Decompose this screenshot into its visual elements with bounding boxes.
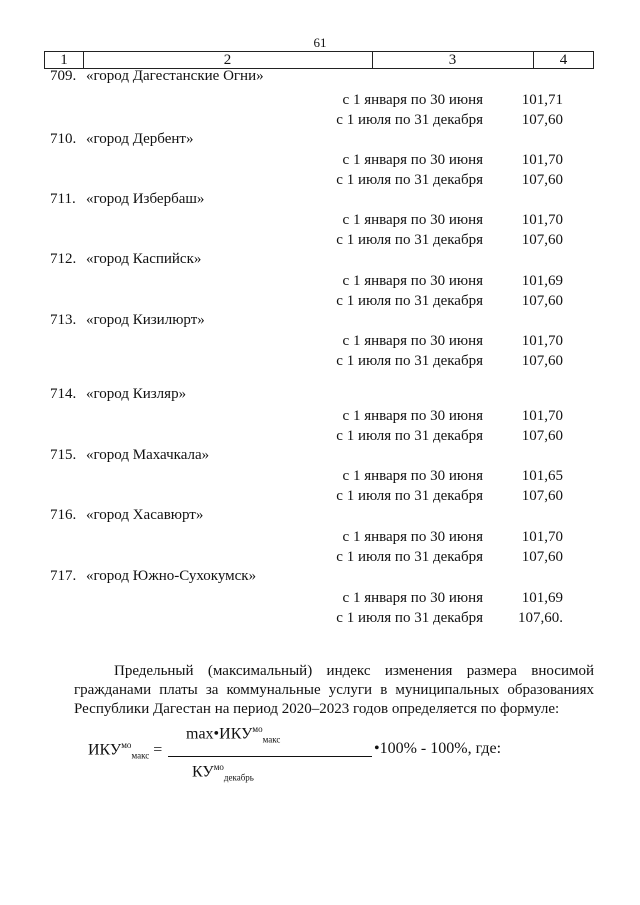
entry-title bbox=[50, 251, 201, 268]
period-label: с 1 января по 30 июня bbox=[342, 333, 483, 349]
formula-num-sup: мо bbox=[252, 724, 263, 734]
index-value: 101,71 bbox=[521, 92, 563, 108]
entry-title bbox=[50, 386, 186, 403]
entry-title bbox=[50, 191, 204, 208]
index-value: 101,69 bbox=[521, 590, 563, 606]
index-value: 101,70 bbox=[521, 152, 563, 168]
entry-name: «город Хасавюрт» bbox=[86, 507, 204, 523]
period-label: с 1 января по 30 июня bbox=[342, 408, 483, 424]
entry-name: «город Каспийск» bbox=[86, 251, 202, 267]
index-value: 107,60 bbox=[521, 172, 563, 188]
formula-tail: •100% - 100%, где: bbox=[374, 740, 502, 757]
fraction-bar bbox=[168, 756, 372, 757]
entry-number: 716. bbox=[50, 507, 77, 523]
formula-num-base: ИКУ bbox=[219, 725, 253, 743]
entry-number: 717. bbox=[50, 568, 77, 584]
entry-title bbox=[50, 131, 193, 148]
formula bbox=[88, 722, 568, 802]
formula-den-sup: мо bbox=[213, 762, 224, 772]
period-label: с 1 июля по 31 декабря bbox=[336, 112, 483, 128]
entry-name: «город Дагестанские Огни» bbox=[86, 68, 264, 84]
period-label: с 1 июля по 31 декабря bbox=[336, 293, 483, 309]
formula-numerator bbox=[186, 724, 280, 745]
entry-number: 715. bbox=[50, 447, 77, 463]
period-label: с 1 июля по 31 декабря bbox=[336, 610, 483, 626]
entry-name: «город Избербаш» bbox=[86, 191, 205, 207]
formula-description-paragraph: Предельный (максимальный) индекс изменения размера вносимой гражданами платы за коммунальные услуги в муниципальных образованиях Республики Дагестан на период 2020–2023 годов определяется по формуле: bbox=[74, 663, 594, 717]
entry-name: «город Южно-Сухокумск» bbox=[86, 568, 257, 584]
period-label: с 1 июля по 31 декабря bbox=[336, 172, 483, 188]
index-value: 107,60. bbox=[518, 610, 563, 626]
entry-number: 710. bbox=[50, 131, 77, 147]
index-value: 107,60 bbox=[521, 232, 563, 248]
entry-number: 709. bbox=[50, 68, 77, 84]
index-value: 107,60 bbox=[521, 428, 563, 444]
period-label: с 1 июля по 31 декабря bbox=[336, 488, 483, 504]
header-col-2: 2 bbox=[223, 52, 232, 68]
period-label: с 1 июля по 31 декабря bbox=[336, 549, 483, 565]
formula-denominator bbox=[192, 762, 254, 783]
entry-title bbox=[50, 507, 203, 524]
entry-number: 712. bbox=[50, 251, 77, 267]
period-label: с 1 января по 30 июня bbox=[342, 590, 483, 606]
formula-den-sub: декабрь bbox=[223, 772, 254, 783]
period-label: с 1 января по 30 июня bbox=[342, 529, 483, 545]
formula-den-base: КУ bbox=[192, 763, 214, 781]
entry-number: 714. bbox=[50, 386, 77, 402]
period-label: с 1 января по 30 июня bbox=[342, 273, 483, 289]
index-value: 101,70 bbox=[521, 408, 563, 424]
formula-lhs-sup: мо bbox=[121, 740, 132, 750]
index-value: 101,70 bbox=[521, 333, 563, 349]
entry-name: «город Махачкала» bbox=[86, 447, 210, 463]
formula-lhs-base: ИКУ bbox=[88, 741, 122, 759]
entry-number: 713. bbox=[50, 312, 77, 328]
index-value: 107,60 bbox=[521, 488, 563, 504]
header-col-1: 1 bbox=[60, 52, 68, 68]
index-value: 107,60 bbox=[521, 112, 563, 128]
index-value: 107,60 bbox=[521, 353, 563, 369]
entry-number: 711. bbox=[50, 191, 76, 207]
entry-name: «город Кизилюрт» bbox=[86, 312, 205, 328]
index-value: 101,69 bbox=[521, 273, 563, 289]
period-label: с 1 июля по 31 декабря bbox=[336, 428, 483, 444]
entry-title bbox=[50, 312, 205, 329]
period-label: с 1 января по 30 июня bbox=[342, 152, 483, 168]
index-value: 107,60 bbox=[521, 293, 563, 309]
formula-equals: = bbox=[153, 741, 163, 759]
page-number: 61 bbox=[313, 35, 327, 50]
period-label: с 1 января по 30 июня bbox=[342, 92, 483, 108]
period-label: с 1 июля по 31 декабря bbox=[336, 232, 483, 248]
entry-title bbox=[50, 68, 264, 85]
entry-title bbox=[50, 447, 209, 464]
period-label: с 1 июля по 31 декабря bbox=[336, 353, 483, 369]
formula-lhs bbox=[88, 740, 162, 761]
header-col-3: 3 bbox=[448, 52, 457, 68]
entry-name: «город Дербент» bbox=[86, 131, 194, 147]
index-value: 101,70 bbox=[521, 212, 563, 228]
index-value: 101,65 bbox=[521, 468, 563, 484]
period-label: с 1 января по 30 июня bbox=[342, 212, 483, 228]
formula-num-prefix: max• bbox=[186, 725, 220, 743]
header-col-4: 4 bbox=[559, 52, 568, 68]
period-label: с 1 января по 30 июня bbox=[342, 468, 483, 484]
index-value: 101,70 bbox=[521, 529, 563, 545]
entry-title bbox=[50, 568, 256, 585]
formula-lhs-sub: макс bbox=[131, 750, 150, 761]
formula-num-sub: макс bbox=[262, 734, 281, 745]
index-value: 107,60 bbox=[521, 549, 563, 565]
entry-name: «город Кизляр» bbox=[86, 386, 187, 402]
table-header bbox=[44, 51, 594, 69]
